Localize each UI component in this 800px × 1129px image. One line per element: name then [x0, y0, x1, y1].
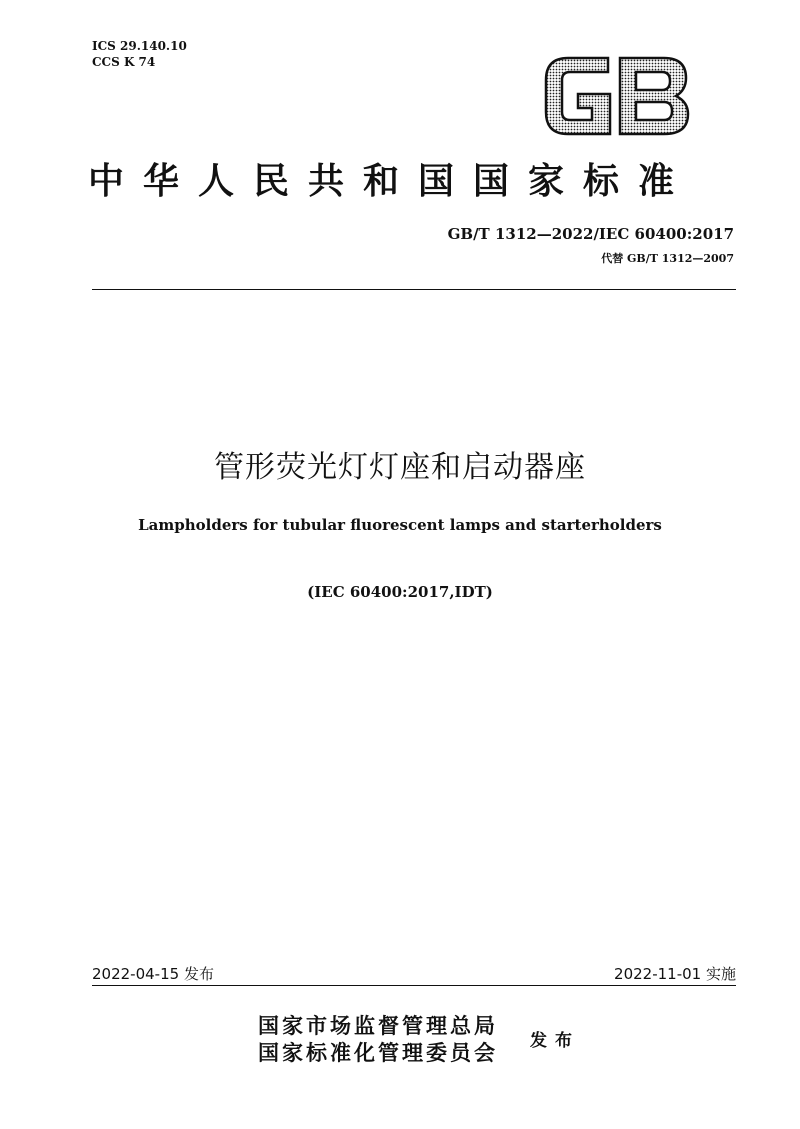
national-standard-heading: 中华人民共和国国家标准	[88, 160, 694, 202]
issuing-authorities	[258, 1012, 498, 1066]
header-divider	[92, 289, 736, 290]
ics-code: ICS 29.140.10	[92, 39, 187, 53]
standard-number: GB/T 1312—2022/IEC 60400:2017	[447, 225, 734, 243]
ccs-code: CCS K 74	[92, 55, 156, 69]
footer-divider	[92, 985, 736, 986]
gb-standard-logo-icon	[540, 50, 692, 142]
publish-label: 发布	[530, 1031, 580, 1051]
issuer-samr: 国家市场监督管理总局	[258, 1013, 498, 1038]
classification-codes	[92, 38, 187, 70]
issuer-sac: 国家标准化管理委员会	[258, 1040, 498, 1065]
adoption-note: (IEC 60400:2017,IDT)	[307, 583, 493, 601]
document-title-english: Lampholders for tubular fluorescent lamps and starterholders	[138, 516, 662, 534]
document-title-chinese: 管形荧光灯灯座和启动器座	[214, 450, 586, 485]
gb-logo-graphic	[540, 50, 692, 142]
replaces-standard: 代替 GB/T 1312—2007	[601, 252, 734, 265]
implementation-date: 2022-11-01 实施	[614, 965, 736, 983]
issue-date: 2022-04-15 发布	[92, 965, 214, 983]
